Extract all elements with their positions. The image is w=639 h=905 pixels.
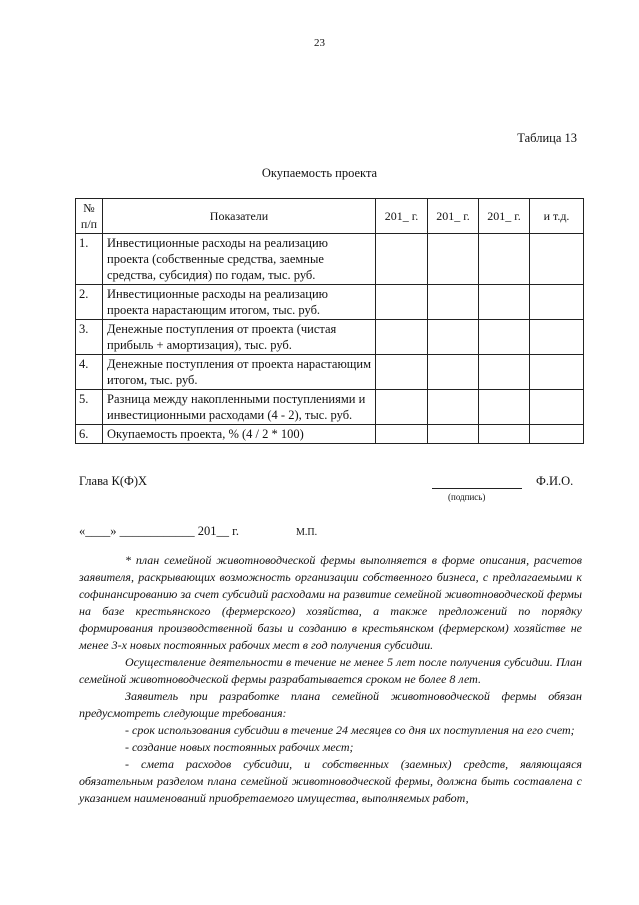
note-paragraph: - создание новых постоянных рабочих мест;	[125, 740, 354, 754]
value-cell	[530, 355, 584, 390]
row-number: 3.	[76, 320, 103, 355]
header-cell: № п/п	[76, 199, 103, 234]
value-cell	[376, 320, 428, 355]
row-label: Инвестиционные расходы на реализацию проекта нарастающим итогом, тыс. руб.	[103, 285, 376, 320]
value-cell	[530, 425, 584, 444]
value-cell	[479, 285, 530, 320]
value-cell	[376, 234, 428, 285]
row-label: Денежные поступления от проекта (чистая прибыль + амортизация), тыс. руб.	[103, 320, 376, 355]
page-number: 23	[314, 37, 325, 49]
value-cell	[479, 425, 530, 444]
row-label: Денежные поступления от проекта нарастающим итогом, тыс. руб.	[103, 355, 376, 390]
header-cell: и т.д.	[530, 199, 584, 234]
header-cell: 201_ г.	[479, 199, 530, 234]
value-cell	[530, 234, 584, 285]
value-cell	[376, 285, 428, 320]
value-cell	[428, 390, 479, 425]
value-cell	[428, 425, 479, 444]
table-row	[76, 320, 584, 355]
table-row	[76, 355, 584, 390]
row-number: 1.	[76, 234, 103, 285]
value-cell	[376, 355, 428, 390]
value-cell	[428, 355, 479, 390]
value-cell	[530, 390, 584, 425]
notes-section	[79, 552, 582, 807]
row-number: 2.	[76, 285, 103, 320]
note-paragraph: Заявитель при разработке плана семейной животноводческой фермы обязан предусмотреть следующие требования:	[79, 689, 582, 720]
header-cell: 201_ г.	[428, 199, 479, 234]
value-cell	[479, 320, 530, 355]
fio-label: Ф.И.О.	[536, 474, 574, 488]
table-label: Таблица 13	[517, 131, 577, 145]
table-row	[76, 390, 584, 425]
note-paragraph: * план семейной животноводческой фермы выполняется в форме описания, расчетов заявителя, раскрывающих возможность организации собственного бизнеса, с предлагаемыми к софинансированию за счет субсидий расходами на развитие семейной животноводческой фермы на базе крестьянского (фермерского) хозяйства, а также предложений по порядку формирования производственной базы и созданию в крестьянском (фермерском) хозяйстве не менее 3-х новых постоянных рабочих мест в год получения субсидии.	[79, 553, 582, 652]
table-header-row	[76, 199, 584, 234]
row-label: Инвестиционные расходы на реализацию проекта (собственные средства, заемные средства, субсидия) по годам, тыс. руб.	[103, 234, 376, 285]
table-row	[76, 285, 584, 320]
row-label: Разница между накопленными поступлениями и инвестиционными расходами (4 - 2), тыс. руб.	[103, 390, 376, 425]
stamp-place-label: М.П.	[296, 527, 318, 538]
value-cell	[428, 285, 479, 320]
value-cell	[479, 390, 530, 425]
row-number: 4.	[76, 355, 103, 390]
table-title: Окупаемость проекта	[261, 166, 378, 180]
note-paragraph: Осуществление деятельности в течение не менее 5 лет после получения субсидии. План семейной животноводческой фермы разрабатывается сроком не более 8 лет.	[79, 655, 582, 686]
table-row	[76, 234, 584, 285]
row-number: 5.	[76, 390, 103, 425]
head-label: Глава К(Ф)Х	[79, 474, 148, 488]
value-cell	[530, 320, 584, 355]
header-cell: 201_ г.	[376, 199, 428, 234]
value-cell	[428, 320, 479, 355]
value-cell	[376, 390, 428, 425]
date-line: «____» ____________ 201__ г.	[79, 524, 239, 538]
value-cell	[428, 234, 479, 285]
row-label: Окупаемость проекта, % (4 / 2 * 100)	[103, 425, 376, 444]
signature-caption: (подпись)	[448, 492, 486, 502]
signature-line	[432, 488, 522, 489]
value-cell	[479, 355, 530, 390]
value-cell	[376, 425, 428, 444]
payback-table	[75, 198, 584, 444]
value-cell	[479, 234, 530, 285]
note-paragraph: - смета расходов субсидии, и собственных (заемных) средств, являющаяся обязательным разделом плана семейной животноводческой фермы, должна быть составлена с указанием наименований приобретаемого имущества, выполняемых работ,	[79, 757, 582, 805]
header-cell: Показатели	[103, 199, 376, 234]
value-cell	[530, 285, 584, 320]
row-number: 6.	[76, 425, 103, 444]
table-row	[76, 425, 584, 444]
note-paragraph: - срок использования субсидии в течение 24 месяцев со дня их поступления на его счет;	[125, 723, 575, 737]
